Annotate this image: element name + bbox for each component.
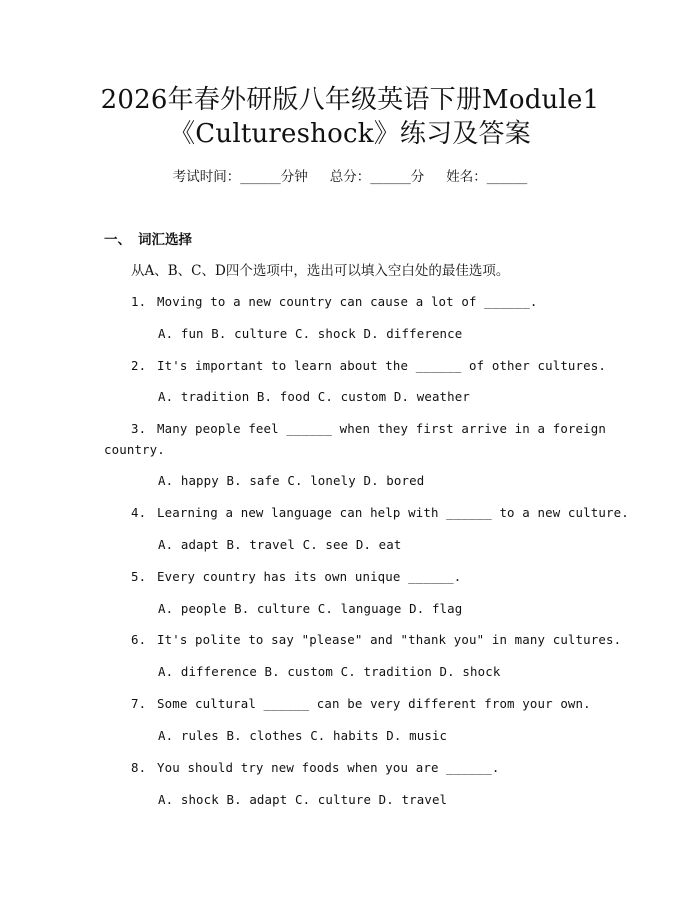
exam-meta-row [0,168,700,186]
student-name-field: 姓名：______ [446,169,528,185]
question-5 [131,568,461,586]
question-text: Many people feel ______ when they first arrive in a foreign [157,421,606,436]
question-text: It's polite to say "please" and "thank you" in many cultures. [157,632,622,647]
question-text: Every country has its own unique ______. [157,569,462,584]
question-5-options: A. people B. culture C. language D. flag [158,601,463,616]
question-1 [131,293,538,311]
question-text: Moving to a new country can cause a lot of ______. [157,294,538,309]
question-text: Learning a new language can help with ______ to a new culture. [157,505,629,520]
question-3-continuation: country. [104,442,165,457]
question-text: You should try new foods when you are ______. [157,760,500,775]
question-7 [131,695,591,713]
question-number: 1. [131,294,147,309]
exam-time-field: 考试时间：______分钟 [172,169,308,185]
question-6 [131,631,621,649]
question-number: 5. [131,569,147,584]
question-text: Some cultural ______ can be very different from your own. [157,696,591,711]
question-3 [131,420,606,438]
question-2-options: A. tradition B. food C. custom D. weather [158,389,471,404]
question-number: 2. [131,358,147,373]
question-1-options: A. fun B. culture C. shock D. difference [158,326,463,341]
section-number: 一、 [104,232,131,248]
document-title-line2: 《Cultureshock》练习及答案 [169,119,531,149]
question-number: 6. [131,632,147,647]
question-number: 8. [131,760,147,775]
question-number: 3. [131,421,147,436]
question-7-options: A. rules B. clothes C. habits D. music [158,728,448,743]
document-title-line1: 2026年春外研版八年级英语下册Module1 [100,85,600,115]
question-2 [131,357,606,375]
section-instructions: 从A、B、C、D四个选项中，选出可以填入空白处的最佳选项。 [131,263,510,279]
total-score-field: 总分：______分 [329,169,425,185]
question-8-options: A. shock B. adapt C. culture D. travel [158,792,448,807]
section-title: 词汇选择 [138,232,192,248]
question-3-options: A. happy B. safe C. lonely D. bored [158,473,425,488]
question-6-options: A. difference B. custom C. tradition D. shock [158,664,501,679]
question-4-options: A. adapt B. travel C. see D. eat [158,537,402,552]
question-8 [131,759,499,777]
question-number: 4. [131,505,147,520]
question-text: It's important to learn about the ______ of other cultures. [157,358,606,373]
section-heading [104,231,192,249]
question-4 [131,504,629,522]
question-number: 7. [131,696,147,711]
